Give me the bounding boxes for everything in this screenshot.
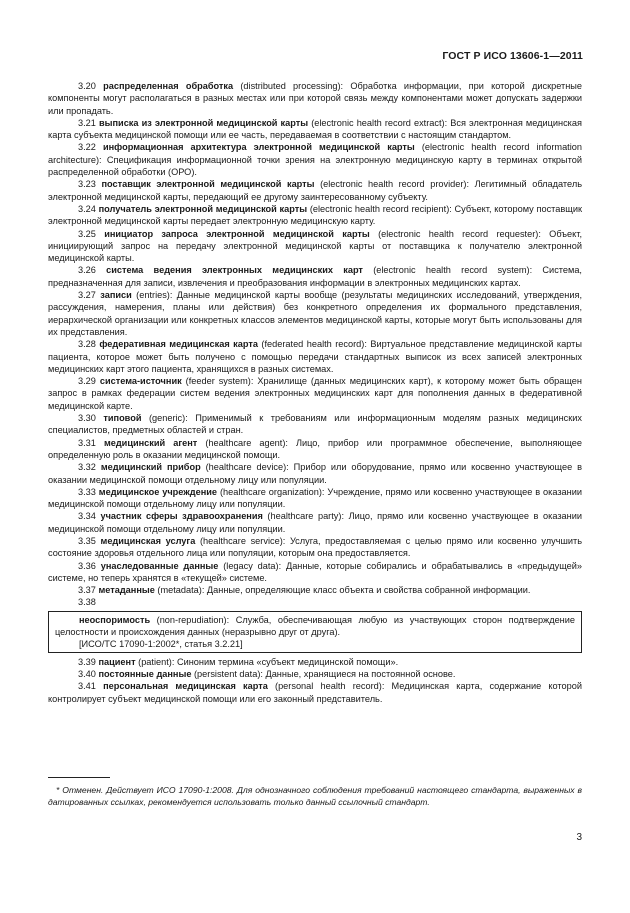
entry-term: участник сферы здравоохранения <box>100 511 263 522</box>
entry-number: 3.31 <box>78 437 96 448</box>
entry-text: (electronic health record information architecture): Спецификация информационной точки зрения на электронную медицинскую карту в терминах открытой распределенной обработки (ОРО). <box>48 142 582 178</box>
entry-text: (electronic health record system): Система, предназначенная для записи, извлечения и преобразования информации в электронных медицинских картах. <box>48 265 582 288</box>
entry-number: 3.23 <box>78 179 96 190</box>
definition-entry <box>48 228 582 265</box>
entry-text: (federated health record): Виртуальное представление медицинской карты пациента, которое может быть получено с помощью передачи стандартных выписок из всех записей электронных медицинских карт этого пациента, хранящихся в разных системах. <box>48 339 582 374</box>
definition-entry <box>48 375 582 412</box>
entry-term: инициатор запроса электронной медицинской карты <box>104 228 370 239</box>
entry-term: информационная архитектура электронной медицинской карты <box>102 142 415 153</box>
entry-number: 3.39 <box>78 656 96 667</box>
boxed-definition-text <box>55 614 575 639</box>
entry-number: 3.37 <box>78 585 96 596</box>
entry-number: 3.29 <box>78 376 96 387</box>
entry-number: 3.26 <box>78 265 96 276</box>
entry-number: 3.22 <box>78 142 96 153</box>
definition-entry <box>48 680 582 705</box>
definition-entry <box>48 80 582 117</box>
entry-number: 3.28 <box>78 339 96 350</box>
entry-text: (generic): Применимый к требованиям или информационным моделям разных медицинских специалистов, предметных областей и стран. <box>48 413 582 436</box>
entry-number: 3.30 <box>78 413 96 424</box>
entry-number: 3.36 <box>78 560 96 571</box>
definition-entry <box>48 486 582 511</box>
definition-entry <box>48 338 582 375</box>
entry-text: (electronic health record provider): Легитимный обладатель электронной медицинской карты, передающий ее другому заинтересованному субъекту. <box>48 179 582 202</box>
definition-entry <box>48 117 582 142</box>
entry-number: 3.33 <box>78 486 96 497</box>
entry-term: пациент <box>98 656 136 667</box>
entry-term: персональная медицинская карта <box>103 681 268 692</box>
definition-entry <box>48 596 582 608</box>
entry-term: медицинский прибор <box>100 462 201 473</box>
definition-entry <box>48 656 582 668</box>
entry-text: (metadata): Данные, определяющие класс объекта и свойства собранной информации. <box>154 585 531 596</box>
entry-text: (patient): Синоним термина «субъект медицинской помощи». <box>135 656 399 667</box>
entry-text: (electronic health record requester): Объект, инициирующий запрос на передачу электронной медицинской карты от поставщика к получателю электронной медицинской карты. <box>48 228 582 264</box>
entry-text: (electronic health record recipient): Субъект, которому поставщик электронной медицинской карты передает электронную медицинскую карту. <box>48 203 582 227</box>
entry-term: записи <box>100 290 132 301</box>
definition-entry <box>48 535 582 560</box>
footnote-divider <box>48 777 110 778</box>
definition-entry <box>48 412 582 437</box>
entry-text: (electronic health record extract): Вся электронная медицинская карта субъекта медицинской помощи или ее часть, передаваемая в соответствии с настоящим стандартом. <box>48 117 582 141</box>
entry-number: 3.38 <box>78 597 96 608</box>
entry-number: 3.24 <box>78 203 96 214</box>
definition-entry <box>48 264 582 289</box>
definition-entry <box>48 289 582 338</box>
entry-term: получатель электронной медицинской карты <box>98 203 308 214</box>
entry-term: система-источник <box>99 376 182 387</box>
entry-text: (entries): Данные медицинской карты вообще (результаты медицинских исследований, утверждения, рассуждения, намерения, планы или действия) без конкретного определения их формального представления, иерархической организации или конкретных классов элементов медицинской карты, которые могут быть использованы для их представления. <box>48 290 582 337</box>
entry-term: выписка из электронной медицинской карты <box>99 117 309 128</box>
entry-term: метаданные <box>98 585 155 596</box>
definition-entry <box>48 141 582 178</box>
entry-text: (personal health record): Медицинская карта, содержание которой контролирует субъект медицинской помощи или его законный представитель. <box>48 681 582 704</box>
entry-number: 3.20 <box>78 81 96 91</box>
boxed-reference: [ИСО/ТС 17090-1:2002*, статья 3.2.21] <box>79 639 243 650</box>
entry-term: медицинская услуга <box>100 535 196 546</box>
entry-text: (healthcare party): Лицо, прямо или косвенно участвующее в оказании медицинской помощи отдельному лицу или популяции. <box>48 511 582 534</box>
entry-number: 3.21 <box>78 117 96 128</box>
entry-number: 3.40 <box>78 668 96 679</box>
definitions-list-continued <box>48 656 582 705</box>
entry-text: (feeder system): Хранилище (данных медицинских карт), к которому может быть обращен запрос в рамках федерации систем ведения электронных медицинских карт для пополнения данных в федеративной медицинской карте. <box>48 376 582 411</box>
entry-text: (distributed processing): Обработка информации, при которой дискретные компоненты могут располагаться в разных местах или при которой связь между компонентами может допускать задержки или пропадать. <box>48 81 582 116</box>
page-number: 3 <box>576 832 582 843</box>
entry-text: (healthcare organization): Учреждение, прямо или косвенно участвующее в оказании медицинской помощи отдельному лицу или популяции. <box>48 486 582 510</box>
definition-entry <box>48 461 582 486</box>
definitions-list <box>48 80 582 609</box>
entry-term: медицинский агент <box>103 437 198 448</box>
entry-text: (healthcare agent): Лицо, прибор или программное обеспечение, выполняющее определенную роль в оказании медицинской помощи. <box>48 437 583 460</box>
entry-text: (healthcare device): Прибор или оборудование, прямо или косвенно участвующее в оказании медицинской помощи отдельному лицу или популяции. <box>48 462 583 485</box>
entry-number: 3.27 <box>78 290 96 301</box>
document-body <box>48 80 582 705</box>
entry-number: 3.32 <box>78 462 96 473</box>
definition-entry <box>48 510 582 535</box>
entry-term: типовой <box>103 413 142 424</box>
boxed-definition <box>48 611 582 653</box>
definition-entry <box>48 437 582 462</box>
entry-number: 3.41 <box>78 681 96 692</box>
entry-number: 3.25 <box>78 228 96 239</box>
definition-entry <box>48 668 582 680</box>
document-header: ГОСТ Р ИСО 13606-1—2011 <box>442 50 583 62</box>
entry-text: (persistent data): Данные, хранящиеся на постоянной основе. <box>191 668 456 679</box>
entry-term: федеративная медицинская карта <box>99 339 258 350</box>
entry-text: (legacy data): Данные, которые собирались и обрабатывались в «предыдущей» системе, но теперь хранятся в «текущей» системе. <box>48 560 582 583</box>
definition-entry <box>48 584 582 596</box>
entry-number: 3.35 <box>78 535 96 546</box>
entry-term: унаследованные данные <box>100 560 219 571</box>
entry-term: постоянные данные <box>98 668 192 679</box>
definition-entry <box>48 178 582 203</box>
entry-term: распределенная обработка <box>103 81 234 91</box>
boxed-term: неоспоримость <box>79 614 151 625</box>
boxed-description: (non-repudiation): Служба, обеспечивающая любую из участвующих сторон подтверждение целостности и происхождения данных (неразрывно друг от друга). <box>55 614 575 638</box>
definition-entry <box>48 560 582 585</box>
entry-term: система ведения электронных медицинских карт <box>106 265 363 276</box>
entry-text: (healthcare service): Услуга, предоставляемая с целью прямо или косвенно улучшить состояние здоровья отдельного лица или популяции, которым она предоставляется. <box>48 535 582 559</box>
entry-term: медицинское учреждение <box>98 486 218 497</box>
entry-term: поставщик электронной медицинской карты <box>101 179 315 190</box>
footnote: * Отменен. Действует ИСО 17090-1:2008. Для однозначного соблюдения требований настоящего стандарта, выраженных в датированных ссылках, рекомендуется использовать только данный ссылочный стандарт. <box>48 785 582 807</box>
entry-number: 3.34 <box>78 511 96 522</box>
definition-entry <box>48 203 582 228</box>
